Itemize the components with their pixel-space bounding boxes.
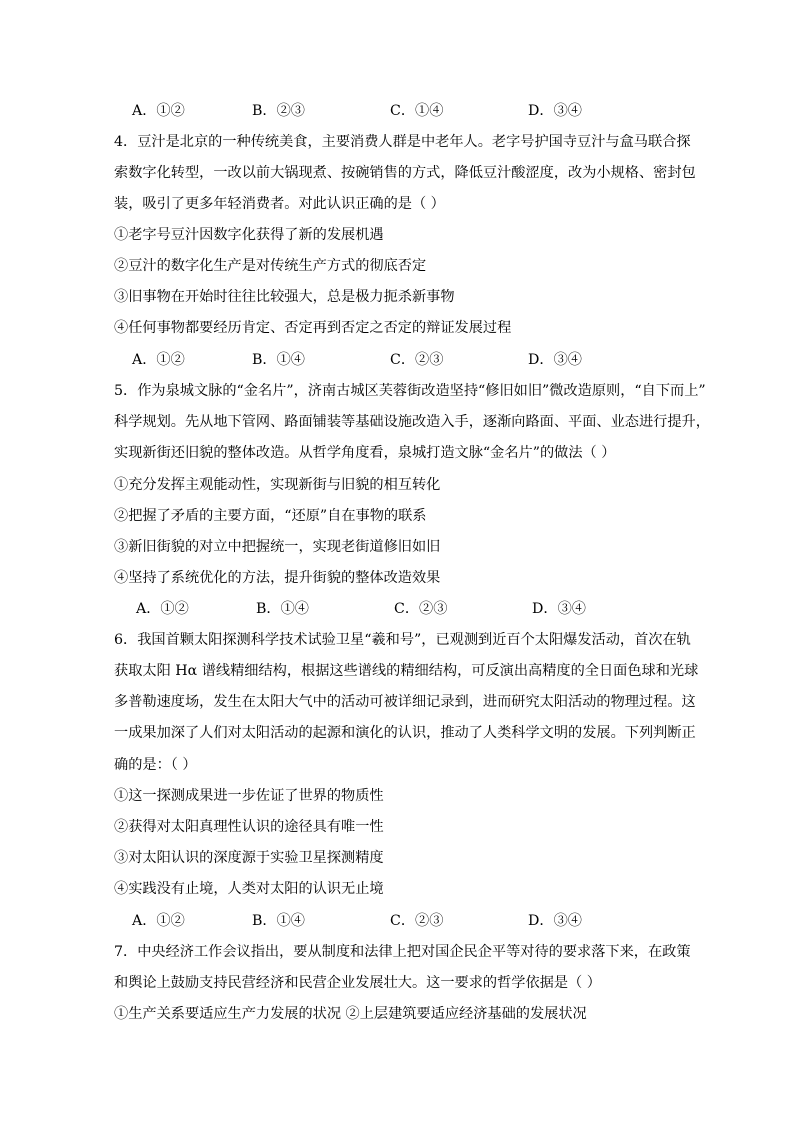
q4-statement-2: ②豆汁的数字化生产是对传统生产方式的彻底否定 bbox=[114, 258, 427, 274]
q4-statement-1: ①老字号豆汁因数字化获得了新的发展机遇 bbox=[114, 227, 384, 243]
q5-option-a: A．①② bbox=[136, 601, 189, 617]
q3-option-a: A．①② bbox=[132, 103, 185, 119]
q3-options bbox=[132, 101, 692, 121]
q6-options bbox=[132, 911, 692, 931]
q3-option-b: B．②③ bbox=[252, 103, 305, 119]
q5-statement-1: ①充分发挥主观能动性，实现新街与旧貌的相互转化 bbox=[114, 477, 441, 493]
q6-stem-line-5: 确的是：（ ） bbox=[114, 757, 197, 773]
q4-stem-line-1: 4．豆汁是北京的一种传统美食，主要消费人群是中老年人。老字号护国寺豆汁与盒马联合探 bbox=[114, 134, 691, 150]
q4-stem-line-3: 装，吸引了更多年轻消费者。对此认识正确的是（ ） bbox=[114, 196, 445, 212]
q6-stem-line-4: 一成果加深了人们对太阳活动的起源和演化的认识，推动了人类科学文明的发展。下列判断正 bbox=[114, 725, 696, 741]
q6-stem-line-3: 多普勒速度场，发生在太阳大气中的活动可被详细记录到，进而研究太阳活动的物理过程。这 bbox=[114, 694, 696, 710]
q5-option-c: C．②③ bbox=[394, 601, 448, 617]
q5-statement-2: ②把握了矛盾的主要方面，“还原”自在事物的联系 bbox=[114, 508, 427, 524]
q5-stem-line-1: 5．作为泉城文脉的“金名片”，济南古城区芙蓉街改造坚持“修旧如旧”微改造原则，“自下而上” bbox=[114, 383, 706, 399]
q3-option-c: C．①④ bbox=[390, 103, 444, 119]
q4-statement-4: ④任何事物都要经历肯定、否定再到否定之否定的辩证发展过程 bbox=[114, 320, 512, 336]
q4-statement-3: ③旧事物在开始时往往比较强大，总是极力扼杀新事物 bbox=[114, 289, 455, 305]
q5-option-b: B．①④ bbox=[256, 601, 309, 617]
q5-options bbox=[136, 599, 696, 619]
q5-stem-line-3: 实现新街还旧貌的整体改造。从哲学角度看，泉城打造文脉“金名片”的做法（ ） bbox=[114, 445, 616, 461]
q6-option-b: B．①④ bbox=[252, 913, 305, 929]
q7-statements-row: ①生产关系要适应生产力发展的状况 ②上层建筑要适应经济基础的发展状况 bbox=[114, 1006, 587, 1022]
q4-option-c: C．②③ bbox=[390, 352, 444, 368]
q6-stem-line-2: 获取太阳 Hα 谱线精细结构，根据这些谱线的精细结构，可反演出高精度的全日面色球和光球 bbox=[114, 663, 699, 679]
q6-statement-1: ①这一探测成果进一步佐证了世界的物质性 bbox=[114, 788, 384, 804]
q4-option-d: D．③④ bbox=[528, 352, 582, 368]
q4-options bbox=[132, 350, 692, 370]
q4-option-b: B．①④ bbox=[252, 352, 305, 368]
q7-stem-line-1: 7．中央经济工作会议指出，要从制度和法律上把对国企民企平等对待的要求落下来，在政策 bbox=[114, 944, 691, 960]
q5-option-d: D．③④ bbox=[532, 601, 586, 617]
q7-stem-line-2: 和舆论上鼓励支持民营经济和民营企业发展壮大。这一要求的哲学依据是（ ） bbox=[114, 975, 601, 991]
q3-option-d: D．③④ bbox=[528, 103, 582, 119]
q6-statement-4: ④实践没有止境，人类对太阳的认识无止境 bbox=[114, 881, 384, 897]
q6-statement-3: ③对太阳认识的深度源于实验卫星探测精度 bbox=[114, 850, 384, 866]
q4-option-a: A．①② bbox=[132, 352, 185, 368]
q6-stem-line-1: 6．我国首颗太阳探测科学技术试验卫星“羲和号”，已观测到近百个太阳爆发活动，首次在轨 bbox=[114, 632, 691, 648]
q5-statement-4: ④坚持了系统优化的方法，提升街貌的整体改造效果 bbox=[114, 570, 441, 586]
q5-statement-3: ③新旧街貌的对立中把握统一，实现老街道修旧如旧 bbox=[114, 539, 441, 555]
q6-option-c: C．②③ bbox=[390, 913, 444, 929]
q6-option-a: A．①② bbox=[132, 913, 185, 929]
q6-statement-2: ②获得对太阳真理性认识的途径具有唯一性 bbox=[114, 819, 384, 835]
q4-stem-line-2: 索数字化转型，一改以前大锅现煮、按碗销售的方式，降低豆汁酸涩度，改为小规格、密封包 bbox=[114, 165, 696, 181]
q6-option-d: D．③④ bbox=[528, 913, 582, 929]
q5-stem-line-2: 科学规划。先从地下管网、路面铺装等基础设施改造入手，逐渐向路面、平面、业态进行提升， bbox=[114, 414, 710, 430]
